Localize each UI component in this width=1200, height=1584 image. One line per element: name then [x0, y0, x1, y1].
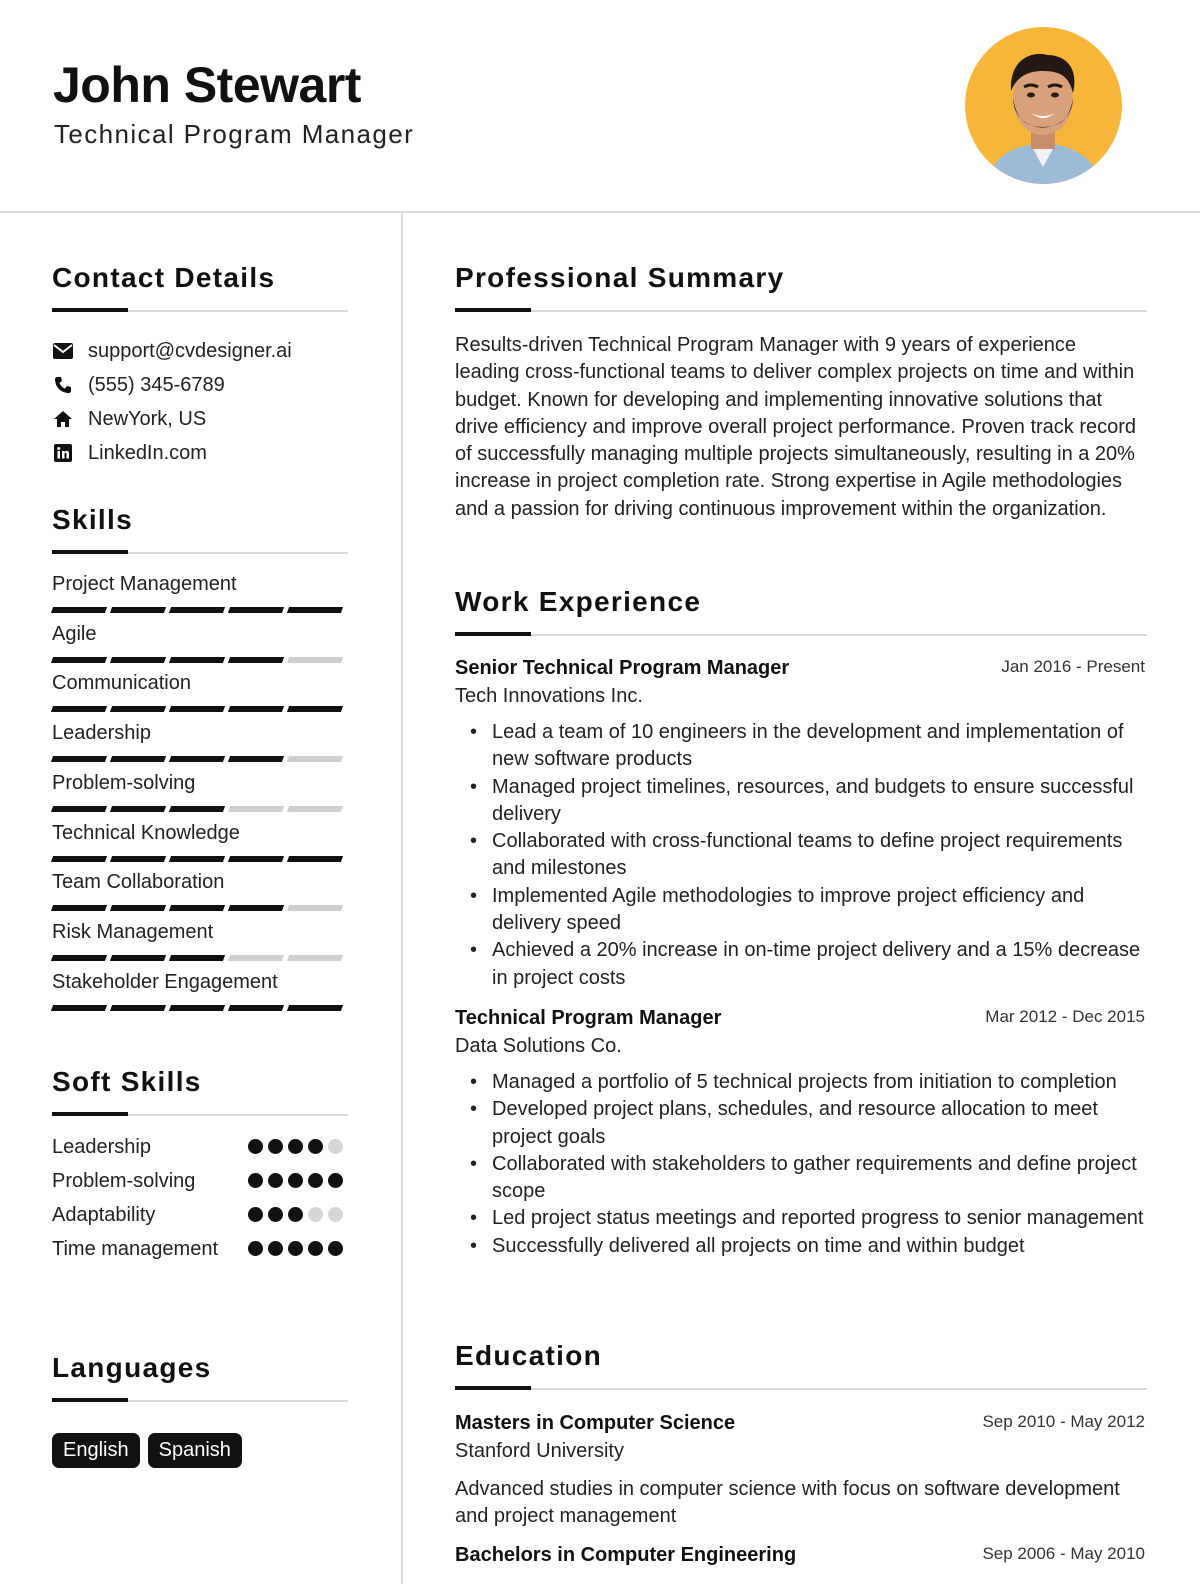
- summary-section-heading: [455, 264, 1147, 312]
- job-date: Jan 2016 - Present: [1001, 657, 1145, 676]
- rating-dot: [248, 1139, 263, 1154]
- education-description: Advanced studies in computer science with focus on software development and project management: [455, 1478, 1120, 1528]
- skill-level-segment: [51, 955, 107, 961]
- heading-rule: [455, 1388, 1147, 1390]
- heading-rule: [455, 634, 1147, 636]
- soft-skill-rating: [248, 1139, 348, 1154]
- soft-skill-item: [52, 1202, 352, 1229]
- rating-dot: [308, 1139, 323, 1154]
- skill-level-segment: [228, 706, 284, 712]
- job-title: Senior Technical Program Manager: [455, 657, 790, 679]
- language-tag: Spanish: [148, 1433, 242, 1468]
- skill-level-segment: [287, 1005, 343, 1011]
- contact-linkedin[interactable]: [52, 438, 207, 468]
- skill-level-bar: [52, 657, 348, 663]
- skill-level-bar: [52, 806, 348, 812]
- rating-dot: [308, 1241, 323, 1256]
- envelope-icon: [52, 340, 74, 362]
- skill-level-segment: [228, 955, 284, 961]
- job-bullet: • Successfully delivered all projects on time and within budget: [455, 1233, 1145, 1260]
- heading-accent: [52, 1112, 128, 1116]
- languages-heading: Languages: [52, 1352, 212, 1383]
- soft-skill-rating: [248, 1173, 348, 1188]
- job-date: Mar 2012 - Dec 2015: [985, 1007, 1145, 1026]
- skill-label: Agile: [52, 622, 97, 645]
- experience-section-heading: [455, 588, 1147, 636]
- skill-label: Technical Knowledge: [52, 821, 240, 844]
- skill-level-segment: [169, 706, 225, 712]
- skill-level-segment: [110, 1005, 166, 1011]
- rating-dot: [248, 1207, 263, 1222]
- rating-dot: [268, 1173, 283, 1188]
- skill-level-segment: [228, 756, 284, 762]
- skill-level-segment: [51, 1005, 107, 1011]
- rating-dot: [308, 1207, 323, 1222]
- candidate-name: John Stewart: [53, 57, 361, 113]
- heading-accent: [52, 550, 128, 554]
- job-entry: [455, 657, 1145, 992]
- heading-accent: [455, 308, 531, 312]
- skill-item: [52, 573, 348, 613]
- rating-dot: [328, 1173, 343, 1188]
- skill-item: [52, 971, 348, 1011]
- skill-level-segment: [169, 1005, 225, 1011]
- language-tag: English: [52, 1433, 140, 1468]
- education-date: Sep 2010 - May 2012: [982, 1412, 1145, 1431]
- rating-dot: [288, 1241, 303, 1256]
- rating-dot: [288, 1139, 303, 1154]
- job-bullet: • Managed a portfolio of 5 technical projects from initiation to completion: [455, 1069, 1145, 1096]
- skill-level-segment: [287, 806, 343, 812]
- skill-level-segment: [287, 657, 343, 663]
- contact-location: [52, 404, 206, 434]
- skill-level-segment: [228, 806, 284, 812]
- skill-level-segment: [110, 706, 166, 712]
- soft-skill-item: [52, 1134, 352, 1161]
- skill-level-bar: [52, 607, 348, 613]
- heading-rule: [455, 310, 1147, 312]
- education-heading: Education: [455, 1340, 603, 1371]
- skill-label: Project Management: [52, 573, 237, 595]
- resume-header: [0, 0, 1200, 213]
- job-title: Technical Program Manager: [455, 1007, 722, 1029]
- soft-skill-label: Adaptability: [52, 1204, 156, 1226]
- soft-skill-label: Time management: [52, 1238, 218, 1260]
- soft-skill-rating: [248, 1241, 348, 1256]
- soft-skill-item: [52, 1168, 352, 1195]
- job-bullet: • Developed project plans, schedules, and resource allocation to meet project goals: [455, 1096, 1145, 1151]
- skill-level-segment: [287, 607, 343, 613]
- rating-dot: [268, 1207, 283, 1222]
- heading-accent: [52, 308, 128, 312]
- column-divider: [401, 213, 403, 1584]
- summary-heading: Professional Summary: [455, 262, 785, 293]
- school-name: Stanford University: [455, 1440, 624, 1462]
- skill-level-segment: [110, 657, 166, 663]
- skill-level-segment: [110, 806, 166, 812]
- skill-level-segment: [51, 607, 107, 613]
- skill-label: Communication: [52, 672, 191, 695]
- skill-level-segment: [287, 856, 343, 862]
- skill-level-bar: [52, 756, 348, 762]
- contact-email[interactable]: [52, 336, 292, 366]
- skill-level-segment: [169, 856, 225, 862]
- skill-level-bar: [52, 1005, 348, 1011]
- skill-level-segment: [51, 657, 107, 663]
- skill-level-segment: [169, 955, 225, 961]
- job-bullet: • Led project status meetings and reported progress to senior management: [455, 1205, 1145, 1232]
- skill-level-segment: [110, 905, 166, 911]
- skill-item: [52, 672, 348, 712]
- contact-phone[interactable]: [52, 370, 225, 400]
- job-company: Data Solutions Co.: [455, 1035, 622, 1057]
- rating-dot: [308, 1173, 323, 1188]
- contact-phone-text: (555) 345-6789: [88, 373, 225, 396]
- skill-level-segment: [110, 607, 166, 613]
- skill-level-segment: [228, 1005, 284, 1011]
- skills-heading: Skills: [52, 504, 133, 535]
- skill-level-segment: [169, 657, 225, 663]
- skill-level-segment: [228, 856, 284, 862]
- skill-level-segment: [228, 607, 284, 613]
- skill-level-segment: [287, 905, 343, 911]
- skill-level-bar: [52, 706, 348, 712]
- education-entry: [455, 1412, 1145, 1531]
- skills-section-heading: [52, 506, 348, 554]
- candidate-title: Technical Program Manager: [54, 119, 415, 149]
- education-date: Sep 2006 - May 2010: [982, 1544, 1145, 1563]
- skill-level-segment: [287, 706, 343, 712]
- skill-level-segment: [110, 856, 166, 862]
- skill-item: [52, 722, 348, 762]
- rating-dot: [288, 1173, 303, 1188]
- rating-dot: [328, 1241, 343, 1256]
- job-bullet: • Lead a team of 10 engineers in the development and implementation of new software products: [455, 719, 1145, 774]
- soft-skills-section-heading: [52, 1068, 348, 1116]
- skill-level-bar: [52, 856, 348, 862]
- skill-label: Problem-solving: [52, 771, 196, 794]
- rating-dot: [248, 1173, 263, 1188]
- skill-level-segment: [169, 607, 225, 613]
- job-bullets: [455, 1069, 1145, 1260]
- rating-dot: [288, 1207, 303, 1222]
- skill-item: [52, 921, 348, 961]
- contact-email-text: support@cvdesigner.ai: [88, 339, 292, 362]
- heading-accent: [52, 1398, 128, 1402]
- job-bullet: • Implemented Agile methodologies to improve project efficiency and delivery speed: [455, 883, 1145, 938]
- degree-title: Bachelors in Computer Engineering: [455, 1544, 797, 1566]
- rating-dot: [328, 1139, 343, 1154]
- phone-icon: [52, 374, 74, 396]
- skill-item: [52, 772, 348, 812]
- skill-level-segment: [169, 905, 225, 911]
- heading-accent: [455, 1386, 531, 1390]
- soft-skills-heading: Soft Skills: [52, 1066, 202, 1097]
- home-icon: [52, 408, 74, 430]
- contact-heading: Contact Details: [52, 262, 276, 293]
- soft-skill-item: [52, 1236, 352, 1263]
- skill-item: [52, 623, 348, 663]
- skill-label: Leadership: [52, 722, 151, 745]
- skill-label: Team Collaboration: [52, 871, 225, 894]
- skill-level-segment: [287, 955, 343, 961]
- soft-skill-label: Leadership: [52, 1136, 151, 1158]
- skill-label: Stakeholder Engagement: [52, 970, 278, 993]
- rating-dot: [268, 1139, 283, 1154]
- experience-heading: Work Experience: [455, 586, 702, 617]
- skill-level-bar: [52, 955, 348, 961]
- soft-skill-label: Problem-solving: [52, 1170, 196, 1192]
- job-company: Tech Innovations Inc.: [455, 685, 643, 707]
- skill-level-segment: [51, 856, 107, 862]
- skill-level-segment: [169, 806, 225, 812]
- heading-accent: [455, 632, 531, 636]
- skill-item: [52, 871, 348, 911]
- job-bullets: [455, 719, 1145, 992]
- skill-level-segment: [110, 955, 166, 961]
- contact-linkedin-text: LinkedIn.com: [88, 441, 207, 464]
- skill-level-segment: [51, 806, 107, 812]
- contact-section-heading: [52, 264, 348, 312]
- skill-level-segment: [51, 706, 107, 712]
- job-entry: [455, 1007, 1145, 1260]
- job-bullet: • Collaborated with cross-functional teams to define project requirements and milestones: [455, 828, 1145, 883]
- skill-level-segment: [287, 756, 343, 762]
- job-bullet: • Collaborated with stakeholders to gather requirements and define project scope: [455, 1151, 1145, 1206]
- education-section-heading: [455, 1342, 1147, 1390]
- skill-label: Risk Management: [52, 920, 214, 943]
- skill-level-bar: [52, 905, 348, 911]
- job-bullet: • Achieved a 20% increase in on-time project delivery and a 15% decrease in project costs: [455, 937, 1145, 992]
- skill-level-segment: [51, 905, 107, 911]
- languages-list: [52, 1433, 250, 1468]
- linkedin-icon: [52, 442, 74, 464]
- skill-level-segment: [51, 756, 107, 762]
- job-bullet: • Managed project timelines, resources, and budgets to ensure successful delivery: [455, 774, 1145, 829]
- rating-dot: [268, 1241, 283, 1256]
- profile-photo: [965, 27, 1122, 184]
- rating-dot: [328, 1207, 343, 1222]
- summary-text: Results-driven Technical Program Manager with 9 years of experience leading cross-functional teams to deliver complex projects on time and within budget. Known for developing and implementing innovative solutions that drive efficiency and improve overall project performance. Proven track record of successfully managing multiple projects simultaneously, resulting in a 20% increase in project completion rate. Strong expertise in Agile methodologies and a passion for driving continuous improvement within the organization.: [455, 334, 1137, 520]
- education-entry: [455, 1544, 1145, 1572]
- skill-item: [52, 822, 348, 862]
- skill-level-segment: [228, 657, 284, 663]
- skill-level-segment: [110, 756, 166, 762]
- skill-level-segment: [169, 756, 225, 762]
- languages-section-heading: [52, 1354, 348, 1402]
- rating-dot: [248, 1241, 263, 1256]
- contact-location-text: NewYork, US: [88, 407, 207, 430]
- skill-level-segment: [228, 905, 284, 911]
- degree-title: Masters in Computer Science: [455, 1412, 736, 1434]
- soft-skill-rating: [248, 1207, 348, 1222]
